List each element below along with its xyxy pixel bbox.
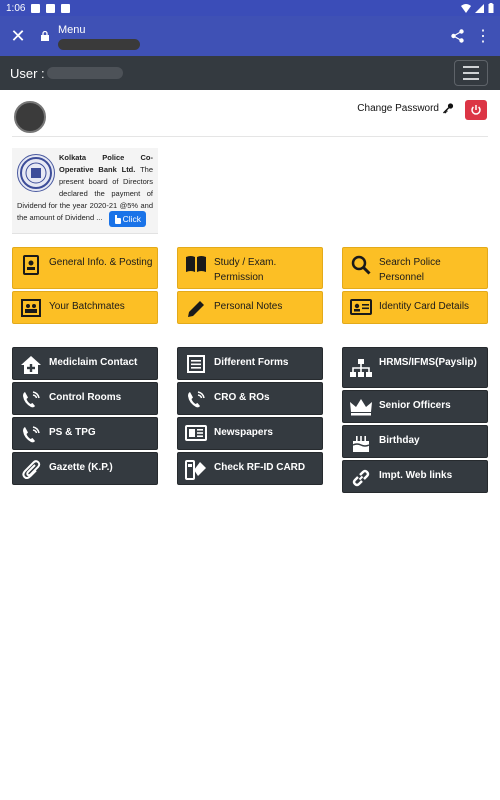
avatar[interactable] [14, 101, 46, 133]
newspaper-icon [185, 425, 207, 441]
url-redacted [58, 39, 140, 50]
tile-label: PS & TPG [49, 427, 96, 438]
profile-row [12, 100, 488, 137]
hamburger-icon-line [463, 66, 479, 68]
tile-label: Birthday [379, 435, 420, 446]
paperclip-icon [21, 460, 41, 480]
key-icon [442, 103, 454, 114]
power-icon [470, 104, 482, 116]
clinic-icon [20, 355, 42, 375]
tile-label: Search Police Personnel [379, 257, 441, 283]
tile-label: General Info. & Posting [49, 257, 153, 268]
tile-search-personnel[interactable] [342, 247, 488, 289]
news-card [12, 148, 158, 234]
tile-different-forms[interactable] [177, 347, 323, 380]
tile-label: CRO & ROs [214, 392, 270, 403]
tile-newspapers[interactable] [177, 417, 323, 450]
bank-logo [17, 154, 55, 192]
rfid-card-icon [185, 460, 207, 480]
wifi-icon [461, 4, 471, 13]
user-navbar [0, 56, 500, 90]
hamburger-icon-line [463, 78, 479, 80]
news-text: The present board of Directors declared the payment of Dividend for the year 2020-21 @5% and the amount of Dividend ... [17, 165, 153, 222]
tile-label: Check RF-ID CARD [214, 462, 306, 473]
tile-label: Control Rooms [49, 392, 122, 403]
hamburger-menu-button[interactable] [454, 60, 488, 86]
notification-icon [46, 4, 55, 13]
status-bar [0, 0, 500, 16]
tile-batchmates[interactable] [12, 291, 158, 324]
tile-label: Newspapers [214, 427, 273, 438]
close-button[interactable] [2, 16, 34, 56]
tile-senior-officers[interactable] [342, 390, 488, 423]
tile-cro-ros[interactable] [177, 382, 323, 415]
group-photo-icon [21, 299, 41, 317]
logout-button[interactable] [465, 100, 487, 120]
browser-toolbar [0, 16, 500, 56]
close-icon: ✕ [10, 25, 26, 46]
book-icon [185, 255, 207, 273]
status-time: 1:06 [6, 2, 26, 14]
hamburger-icon-line [463, 72, 479, 74]
tile-birthday[interactable] [342, 425, 488, 458]
news-click-label: Click [122, 214, 141, 224]
tile-mediclaim-contact[interactable] [12, 347, 158, 380]
more-options-button[interactable] [470, 16, 496, 56]
news-click-button[interactable] [109, 211, 146, 227]
change-password-link[interactable] [357, 103, 454, 114]
share-icon [451, 29, 464, 43]
phone-icon [21, 390, 41, 410]
bank-name: Kolkata Police Co-Operative Bank Ltd. [59, 153, 153, 174]
tile-label: Gazette (K.P.) [49, 462, 113, 473]
shield-icon [31, 4, 40, 13]
tile-hrms-ifms[interactable] [342, 347, 488, 388]
tile-label: Senior Officers [379, 400, 451, 411]
page-title: Menu [58, 23, 86, 36]
tile-study-exam[interactable] [177, 247, 323, 289]
username-redacted [47, 67, 123, 79]
org-chart-icon [350, 359, 372, 377]
tile-personal-notes[interactable] [177, 291, 323, 324]
tile-identity-card[interactable] [342, 291, 488, 324]
pen-icon [186, 299, 206, 319]
hand-pointer-icon [114, 215, 121, 224]
tile-gazette[interactable] [12, 452, 158, 485]
tile-label: Impt. Web links [379, 470, 453, 481]
tile-control-rooms[interactable] [12, 382, 158, 415]
crown-icon [349, 398, 373, 416]
search-icon [351, 255, 371, 275]
tile-label: Personal Notes [214, 301, 283, 312]
tile-label: Mediclaim Contact [49, 357, 138, 368]
id-card-icon [350, 299, 372, 315]
phone-icon [21, 425, 41, 445]
tile-impt-web-links[interactable] [342, 460, 488, 493]
change-password-label: Change Password [357, 103, 439, 114]
phone-icon [186, 390, 206, 410]
more-vert-icon: ⋮ [475, 28, 491, 45]
tile-ps-tpg[interactable] [12, 417, 158, 450]
birthday-cake-icon [351, 433, 371, 453]
user-label: User : [10, 65, 45, 81]
tile-general-info[interactable] [12, 247, 158, 289]
link-icon [351, 468, 371, 488]
lock-icon [38, 16, 52, 56]
tile-label: HRMS/IFMS(Payslip) [379, 357, 477, 368]
id-badge-icon [23, 255, 39, 275]
share-button[interactable] [444, 16, 470, 56]
form-icon [187, 355, 205, 373]
battery-icon [488, 3, 494, 13]
signal-icon [475, 4, 484, 13]
media-icon [61, 4, 70, 13]
tile-check-rfid[interactable] [177, 452, 323, 485]
tile-label: Identity Card Details [379, 301, 470, 312]
tile-label: Different Forms [214, 357, 289, 368]
tile-label: Your Batchmates [49, 301, 125, 312]
tile-label: Study / Exam. Permission [214, 257, 277, 283]
